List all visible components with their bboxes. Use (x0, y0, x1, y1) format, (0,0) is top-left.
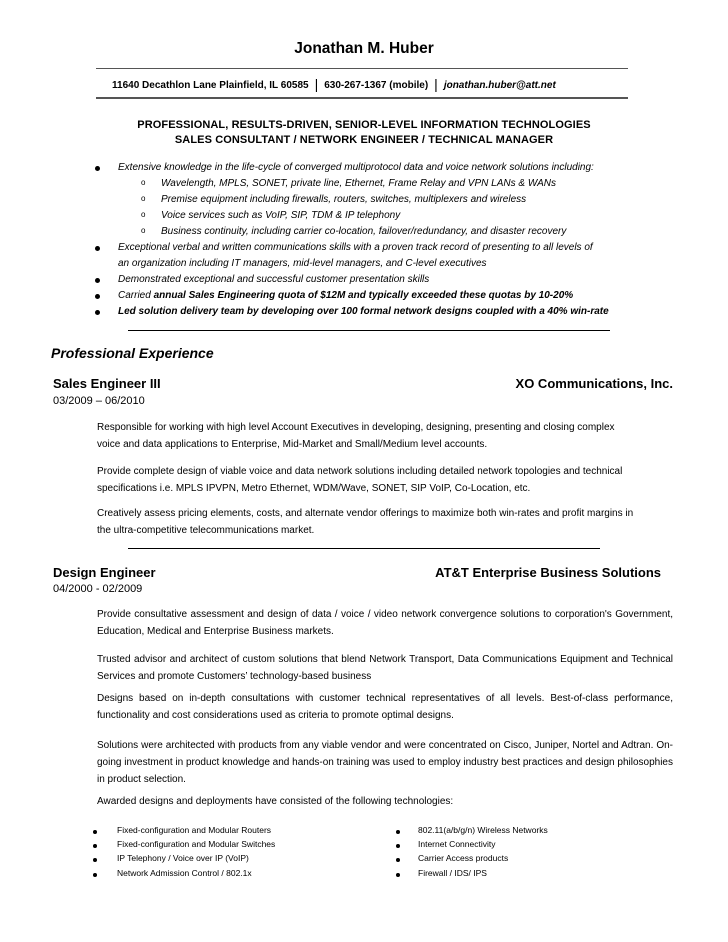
paragraph-line: the ultra-competitive telecommunications market. (97, 525, 315, 536)
job-paragraph (97, 463, 673, 497)
summary-item: Demonstrated exceptional and successful customer presentation skills (118, 274, 430, 285)
job-paragraph: Awarded designs and deployments have consisted of the following technologies: (97, 796, 454, 807)
bullet (93, 844, 97, 848)
job-paragraph: Provide consultative assessment and design of data / voice / video network convergence solutions to corporation's Government, Education, Medical and Enterprise Business markets. (97, 609, 673, 637)
bullet (396, 873, 400, 877)
header-rule-top (96, 68, 628, 69)
job-paragraph: Trusted advisor and architect of custom solutions that blend Network Transport, Data Communications Equipment and Technical Services and promote Customers’ technology-based business (97, 654, 673, 682)
separator: | (434, 76, 438, 92)
summary-item: Exceptional verbal and written communications skills with a proven track record of presenting to all levels of (118, 242, 593, 253)
bullet (95, 310, 100, 315)
job-paragraph: Solutions were architected with products from any viable vendor and were concentrated on Cisco, Juniper, Nortel and Adtran. On-going investment in product knowledge and hands-on training was used to employ industry best practices and design philosophies in product selection. (97, 740, 673, 785)
bullet (396, 830, 400, 834)
paragraph-line: specifications i.e. MPLS IPVPN, Metro Ethernet, WDM/Wave, SONET, SIP VoIP, Co-Location, etc. (97, 483, 531, 494)
company-name: XO Communications, Inc. (515, 376, 673, 391)
headline-line-1: PROFESSIONAL, RESULTS-DRIVEN, SENIOR-LEVEL INFORMATION TECHNOLOGIES (137, 119, 591, 131)
job-paragraph (97, 505, 673, 539)
summary-subitem: Voice services such as VoIP, SIP, TDM & IP telephony (161, 210, 401, 221)
bullet (93, 858, 97, 862)
summary-subitem: Wavelength, MPLS, SONET, private line, Ethernet, Frame Relay and VPN LANs & WANs (161, 178, 556, 189)
email: jonathan.huber@att.net (443, 80, 556, 91)
summary-item: Led solution delivery team by developing over 100 formal network designs coupled with a 40% win-rate (118, 306, 609, 317)
bullet (396, 858, 400, 862)
technology-item: Firewall / IDS/ IPS (418, 868, 487, 878)
job-paragraph: Designs based on in-depth consultations with customer technical representatives of all levels. Best-of-class performance, functionality and cost considerations used as criteria to promote optimal designs. (97, 693, 673, 721)
bullet (95, 246, 100, 251)
summary-item (118, 288, 573, 303)
job-dates: 04/2000 - 02/2009 (53, 583, 143, 595)
section-heading: Professional Experience (51, 345, 214, 361)
job-paragraph (97, 419, 673, 453)
bullet (95, 294, 100, 299)
headline-line-2: SALES CONSULTANT / NETWORK ENGINEER / TECHNICAL MANAGER (174, 134, 554, 146)
summary-item-continued: an organization including IT managers, mid-level managers, and C-level executives (118, 258, 487, 269)
technology-item: Internet Connectivity (418, 839, 496, 849)
summary-subitem: Premise equipment including firewalls, routers, switches, multiplexers and wireless (161, 194, 527, 205)
technology-item: Network Admission Control / 802.1x (117, 868, 252, 878)
sub-bullet: o (141, 210, 146, 219)
bullet (396, 844, 400, 848)
paragraph-line: Creatively assess pricing elements, costs, and alternate vendor offerings to maximize both win-rates and profit margins in (97, 508, 634, 519)
contact-line (112, 75, 556, 91)
technology-item: IP Telephony / Voice over IP (VoIP) (117, 853, 249, 863)
paragraph-line: voice and data applications to Enterprise, Mid-Market and Small/Medium level accounts. (97, 439, 488, 450)
bullet (95, 278, 100, 283)
quota-prefix: Carried (118, 290, 154, 301)
technology-item: Carrier Access products (418, 853, 509, 863)
paragraph-line: Provide complete design of viable voice and data network solutions including detailed network topologies and technical (97, 466, 623, 477)
paragraph-line: Responsible for working with high level Account Executives in developing, designing, presenting and closing complex (97, 422, 615, 433)
section-divider (128, 548, 600, 549)
address: 11640 Decathlon Lane Plainfield, IL 60585 (112, 80, 309, 91)
summary-subitem: Business continuity, including carrier co-location, failover/redundancy, and disaster recovery (161, 226, 567, 237)
separator: | (314, 76, 319, 92)
summary-item: Extensive knowledge in the life-cycle of converged multiprotocol data and voice network solutions including: (118, 162, 594, 173)
company-name: AT&T Enterprise Business Solutions (435, 565, 661, 580)
sub-bullet: o (141, 226, 146, 235)
bullet (95, 166, 100, 171)
job-title: Sales Engineer III (53, 376, 161, 391)
bullet (93, 830, 97, 834)
technology-item: Fixed-configuration and Modular Routers (117, 825, 272, 835)
technology-item: 802.11(a/b/g/n) Wireless Networks (418, 825, 548, 835)
phone: 630-267-1367 (mobile) (324, 80, 429, 91)
sub-bullet: o (141, 178, 146, 187)
technology-item: Fixed-configuration and Modular Switches (117, 839, 276, 849)
sub-bullet: o (141, 194, 146, 203)
resume-name: Jonathan M. Huber (294, 40, 434, 57)
header-rule-bottom (96, 97, 628, 99)
job-dates: 03/2009 – 06/2010 (53, 395, 145, 407)
job-title: Design Engineer (53, 565, 156, 580)
section-divider (128, 330, 610, 331)
quota-highlight: annual Sales Engineering quota of $12M and typically exceeded these quotas by 10-20% (153, 290, 574, 301)
bullet (93, 873, 97, 877)
